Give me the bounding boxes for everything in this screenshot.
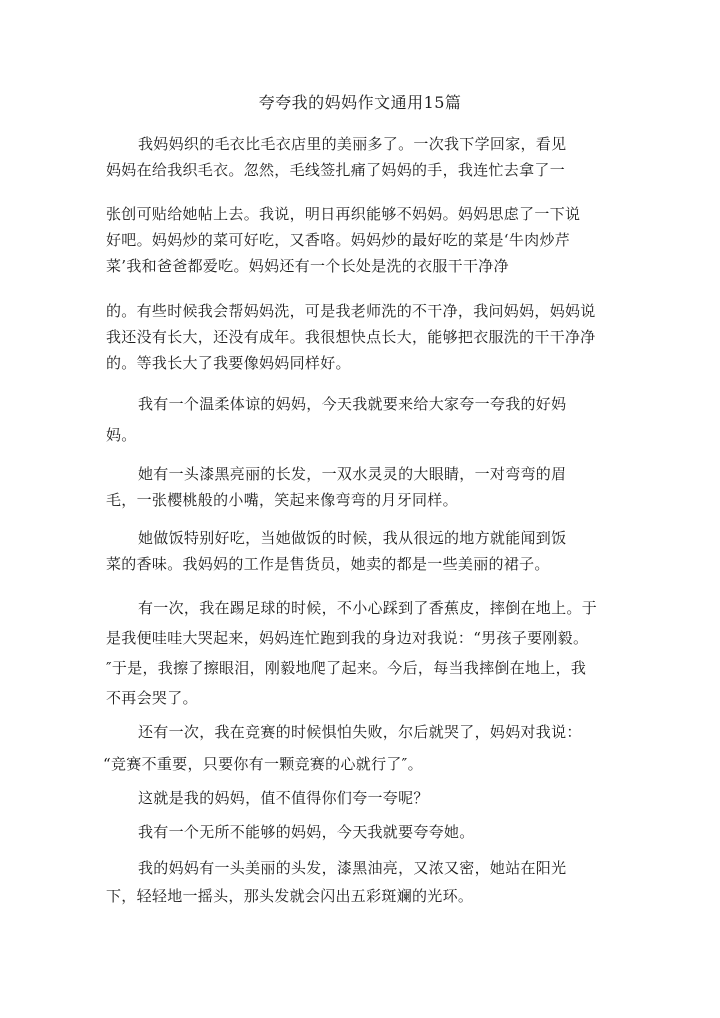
text-line: 下，轻轻地一摇头，那头发就会闪出五彩斑斓的光环。 <box>106 887 474 905</box>
text-line: 我的妈妈有一头美丽的头发，漆黑油亮，又浓又密，她站在阳光 <box>138 859 567 877</box>
text-line: “竞赛不重要，只要你有一颗竞赛的心就行了″。 <box>103 755 423 773</box>
text-line: ″于是，我擦了擦眼泪，刚毅地爬了起来。今后，每当我摔倒在地上，我 <box>106 659 587 677</box>
text-line: 有一次，我在踢足球的时候，不小心踩到了香蕉皮，摔倒在地上。于 <box>138 599 598 617</box>
text-line: 妈妈在给我织毛衣。忽然，毛线签扎痛了妈妈的手，我连忙去拿了一 <box>106 161 566 179</box>
text-line: 我妈妈织的毛衣比毛衣店里的美丽多了。一次我下学回家，看见 <box>138 135 567 153</box>
text-line: 的。有些时候我会帮妈妈洗，可是我老师洗的不干净，我问妈妈，妈妈说 <box>106 302 596 320</box>
text-line: 我有一个温柔体谅的妈妈，今天我就要来给大家夸一夸我的好妈 <box>138 395 567 413</box>
text-line: 不再会哭了。 <box>106 689 198 707</box>
text-line: 好吧。妈妈炒的菜可好吃，又香咯。妈妈炒的最好吃的菜是‘牛肉炒芹 <box>106 231 571 249</box>
text-line: 菜的香味。我妈妈的工作是售货员，她卖的都是一些美丽的裙子。 <box>106 555 550 573</box>
text-line: 还有一次，我在竞赛的时候惧怕失败，尔后就哭了，妈妈对我说： <box>138 723 582 741</box>
text-line: 我还没有长大，还没有成年。我很想快点长大，能够把衣服洗的干干净净 <box>106 328 596 346</box>
text-line: 妈。 <box>106 426 137 444</box>
text-line: 我有一个无所不能够的妈妈，今天我就要夸夸她。 <box>138 823 475 841</box>
text-line: 她做饭特别好吃，当她做饭的时候，我从很远的地方就能闻到饭 <box>138 529 567 547</box>
text-line: 的。等我长大了我要像妈妈同样好。 <box>106 354 351 372</box>
text-line: 是我便哇哇大哭起来，妈妈连忙跑到我的身边对我说：“男孩子要刚毅。 <box>106 629 589 647</box>
text-line: 张创可贴给她帖上去。我说，明日再织能够不妈妈。妈妈思虑了一下说 <box>106 205 581 223</box>
text-line: 她有一头漆黑亮丽的长发，一双水灵灵的大眼睛，一对弯弯的眉 <box>138 465 567 483</box>
text-line: 毛，一张樱桃般的小嘴，笑起来像弯弯的月牙同样。 <box>106 491 458 509</box>
document-title: 夸夸我的妈妈作文通用15篇 <box>258 93 462 112</box>
text-line: 菜’我和爸爸都爱吃。妈妈还有一个长处是洗的衣服干干净净 <box>106 257 509 275</box>
text-line: 这就是我的妈妈，值不值得你们夸一夸呢？ <box>138 789 429 807</box>
